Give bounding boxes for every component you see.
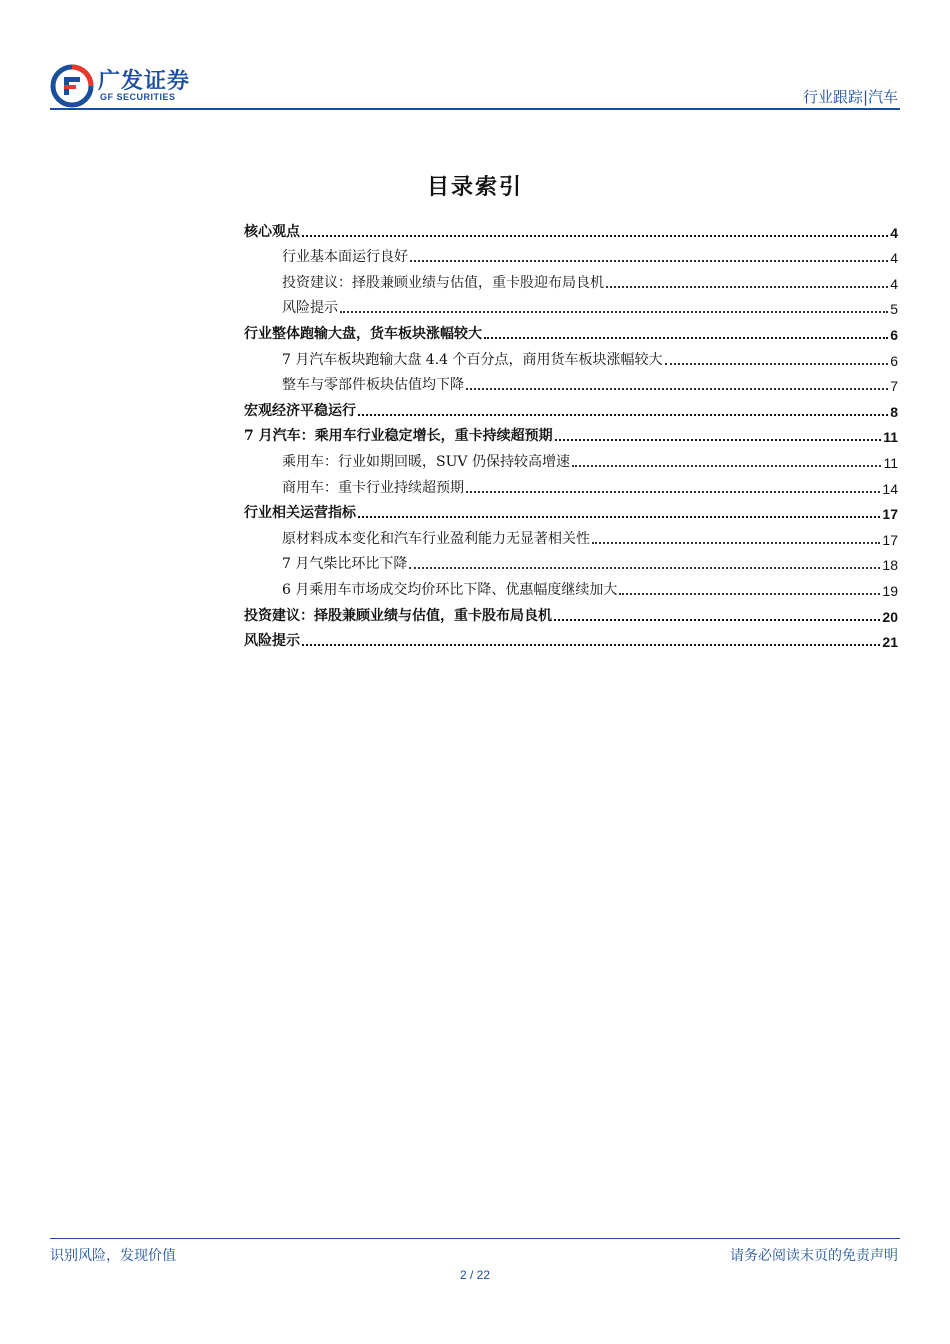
- toc-entry-page: 11: [883, 454, 898, 471]
- toc-entry-page: 6: [890, 352, 898, 369]
- table-of-contents: [244, 215, 898, 650]
- toc-entry-page: 18: [882, 557, 898, 574]
- toc-entry[interactable]: [244, 420, 898, 446]
- toc-entry-label: 风险提示: [282, 300, 338, 317]
- toc-leader-dots: [466, 491, 880, 493]
- logo-english-name: GF SECURITIES: [100, 92, 176, 102]
- toc-entry-page: 14: [882, 480, 898, 497]
- toc-entry[interactable]: [244, 317, 898, 343]
- toc-leader-dots: [302, 644, 880, 646]
- toc-entry-label: 7 月气柴比环比下降: [282, 556, 408, 573]
- toc-entry-page: 5: [890, 301, 898, 318]
- toc-entry[interactable]: [244, 625, 898, 651]
- toc-entry[interactable]: [244, 548, 898, 574]
- toc-leader-dots: [358, 414, 888, 416]
- toc-entry[interactable]: [244, 471, 898, 497]
- toc-entry[interactable]: [244, 445, 898, 471]
- toc-entry-page: 4: [890, 250, 898, 267]
- gf-logo-icon: [50, 64, 94, 108]
- report-category: 行业跟踪|汽车: [802, 88, 898, 106]
- toc-entry-page: 17: [882, 506, 898, 523]
- toc-entry-page: 4: [890, 275, 898, 292]
- toc-leader-dots: [302, 235, 888, 237]
- toc-entry[interactable]: [244, 292, 898, 318]
- toc-entry-page: 20: [882, 608, 898, 625]
- toc-entry[interactable]: [244, 241, 898, 267]
- toc-entry[interactable]: [244, 573, 898, 599]
- toc-leader-dots: [619, 593, 880, 595]
- toc-entry-page: 11: [883, 429, 898, 446]
- company-logo: [50, 64, 210, 110]
- toc-entry-label: 投资建议：择股兼顾业绩与估值，重卡股迎布局良机: [282, 274, 604, 291]
- toc-entry[interactable]: [244, 394, 898, 420]
- toc-leader-dots: [606, 286, 888, 288]
- toc-leader-dots: [466, 388, 888, 390]
- toc-entry[interactable]: [244, 369, 898, 395]
- toc-entry[interactable]: [244, 497, 898, 523]
- toc-entry-label: 7 月汽车板块跑输大盘 4.4 个百分点，商用货车板块涨幅较大: [282, 351, 663, 368]
- toc-entry-page: 6: [890, 326, 898, 343]
- footer-divider: [50, 1238, 900, 1239]
- toc-entry-page: 19: [882, 582, 898, 599]
- toc-entry-label: 商用车：重卡行业持续超预期: [282, 479, 464, 496]
- toc-leader-dots: [665, 363, 889, 365]
- toc-leader-dots: [409, 567, 880, 569]
- logo-chinese-name: 广发证券: [98, 69, 191, 94]
- toc-entry-label: 原材料成本变化和汽车行业盈利能力无显著相关性: [282, 530, 590, 547]
- toc-entry-label: 行业相关运营指标: [244, 505, 356, 522]
- footer-slogan: 识别风险，发现价值: [50, 1248, 176, 1264]
- footer-disclaimer: 请务必阅读末页的免责声明: [730, 1248, 898, 1264]
- toc-entry-label: 投资建议：择股兼顾业绩与估值，重卡股布局良机: [244, 607, 552, 624]
- toc-entry-label: 行业整体跑输大盘，货车板块涨幅较大: [244, 325, 482, 342]
- toc-leader-dots: [554, 619, 880, 621]
- toc-leader-dots: [410, 260, 888, 262]
- toc-entry-label: 7 月汽车：乘用车行业稳定增长，重卡持续超预期: [244, 428, 553, 445]
- toc-entry[interactable]: [244, 599, 898, 625]
- toc-entry-label: 核心观点: [244, 223, 300, 240]
- toc-entry-page: 7: [890, 378, 898, 395]
- toc-entry-label: 6 月乘用车市场成交均价环比下降、优惠幅度继续加大: [282, 581, 618, 598]
- toc-entry-page: 4: [890, 224, 898, 241]
- toc-entry-page: 21: [882, 634, 898, 651]
- toc-entry-page: 17: [882, 531, 898, 548]
- toc-entry[interactable]: [244, 343, 898, 369]
- toc-entry[interactable]: [244, 215, 898, 241]
- toc-entry-label: 风险提示: [244, 633, 300, 650]
- toc-entry-page: 8: [890, 403, 898, 420]
- toc-entry-label: 整车与零部件板块估值均下降: [282, 377, 464, 394]
- page-number: 2 / 22: [459, 1268, 491, 1282]
- toc-leader-dots: [340, 311, 888, 313]
- toc-entry-label: 宏观经济平稳运行: [244, 402, 356, 419]
- toc-leader-dots: [484, 337, 888, 339]
- toc-entry-label: 行业基本面运行良好: [282, 249, 408, 266]
- toc-title: 目录索引: [426, 174, 523, 200]
- toc-leader-dots: [592, 542, 880, 544]
- toc-leader-dots: [572, 465, 882, 467]
- toc-entry[interactable]: [244, 522, 898, 548]
- toc-leader-dots: [555, 439, 882, 441]
- toc-leader-dots: [358, 516, 880, 518]
- toc-entry[interactable]: [244, 266, 898, 292]
- toc-entry-label: 乘用车：行业如期回暖，SUV 仍保持较高增速: [282, 453, 570, 470]
- header-divider: [50, 108, 900, 110]
